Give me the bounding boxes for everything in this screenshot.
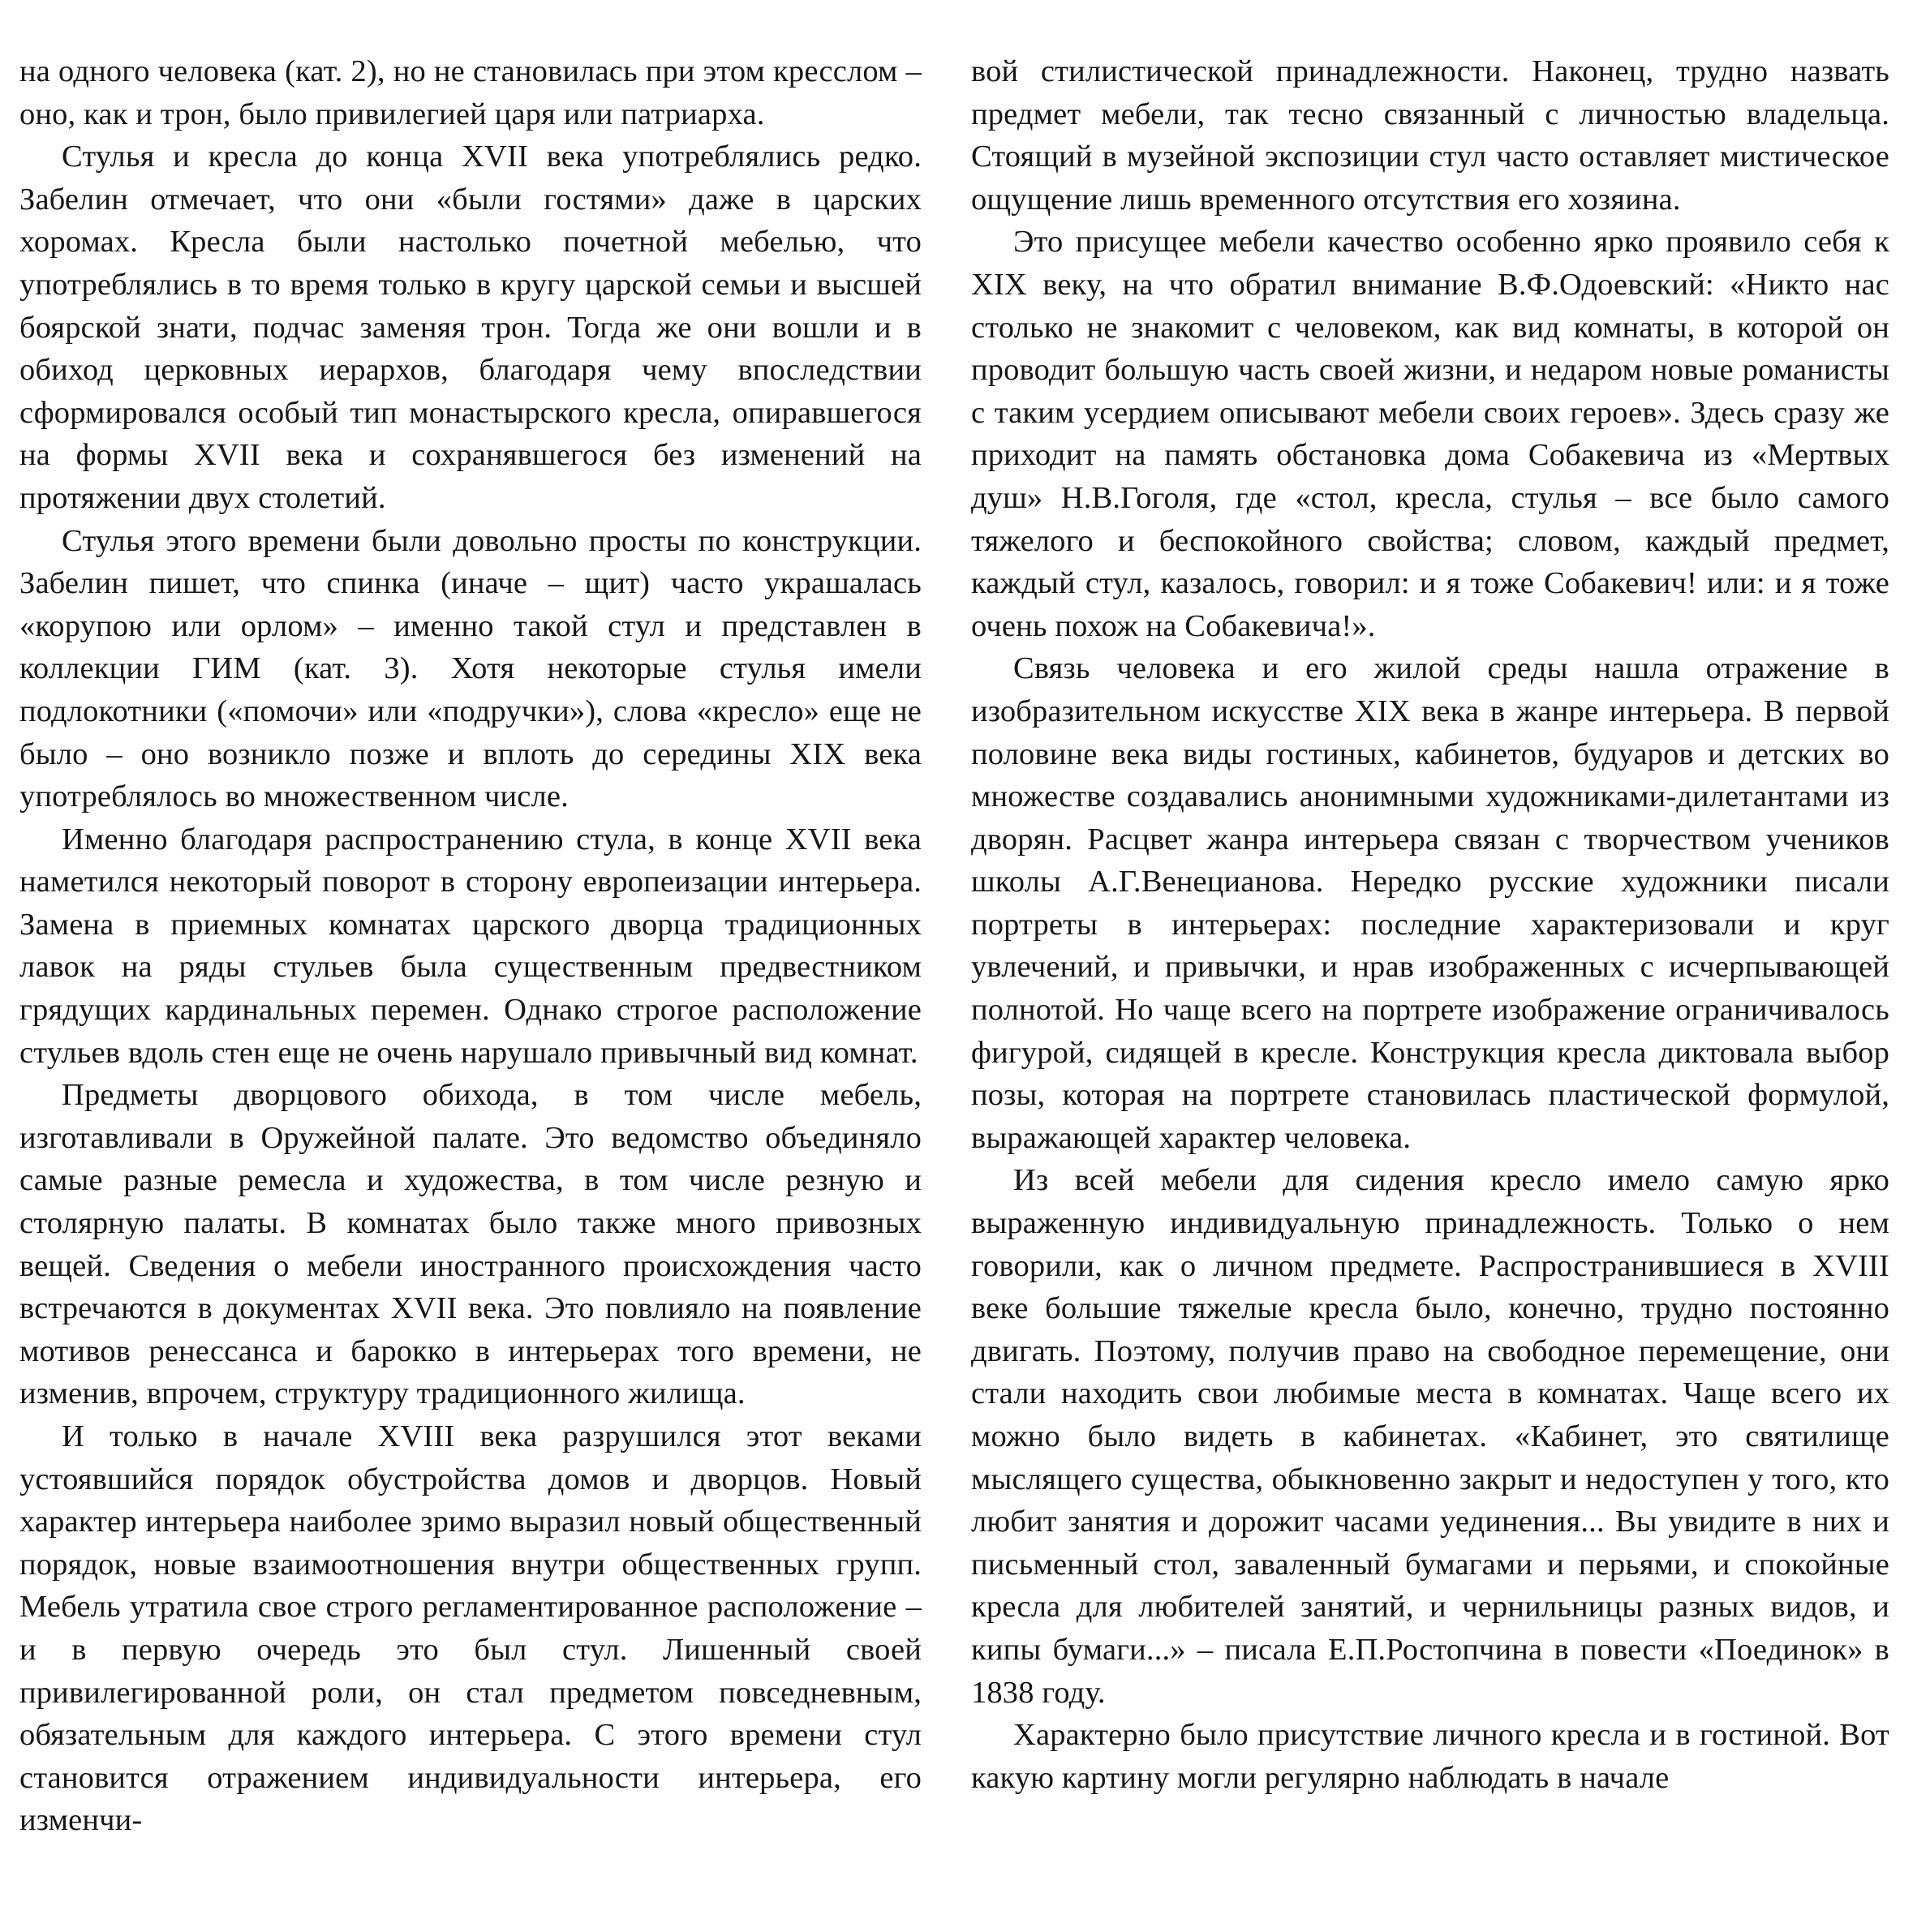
paragraph: Из всей мебели для сидения кресло имело самую ярко выраженную индивидуальную принадлежность. Только о нем говорили, как о личном предмете. Распространившиеся в XVIII веке большие тяжелые кресла было, конечно, трудно постоянно двигать. Поэтому, получив право на свободное перемещение, они стали находить свои любимые места в комнатах. Чаще всего их можно было видеть в кабинетах. «Кабинет, это святилище мыслящего существа, обыкновенно закрыт и недоступен у того, кто любит занятия и дорожит часами уединения... Вы увидите в них и письменный стол, заваленный бумагами и перьями, и спокойные кресла для любителей занятий, и чернильницы разных видов, и кипы бумаги...» – писала Е.П.Ростопчина в повести «Поединок» в 1838 году. bbox=[971, 1163, 1889, 1710]
left-text-column bbox=[19, 50, 922, 1842]
paragraph: Стулья и кресла до конца XVII века употреблялись редко. Забелин отмечает, что они «были гостями» даже в царских хоромах. Кресла были настолько почетной мебелью, что употреблялись в то время только в кругу царской семьи и высшей боярской знати, подчас заменяя трон. Тогда же они вошли и в обиход церковных иерархов, благодаря чему впоследствии сформировался особый тип монастырского кресла, опиравшегося на формы XVII века и сохранявшегося без изменений на протяжении двух столетий. bbox=[19, 140, 922, 515]
paragraph: Это присущее мебели качество особенно ярко проявило себя к XIX веку, на что обратил внимание В.Ф.Одоевский: «Никто нас столько не знакомит с человеком, как вид комнаты, в которой он проводит большую часть своей жизни, и недаром новые романисты с таким усердием описывают мебели своих героев». Здесь сразу же приходит на память обстановка дома Собакевича из «Мертвых душ» Н.В.Гоголя, где «стол, кресла, стулья – все было самого тяжелого и беспокойного свойства; словом, каждый предмет, каждый стул, казалось, говорил: и я тоже Собакевич! или: и я тоже очень похож на Собакевича!». bbox=[971, 225, 1889, 643]
paragraph: Предметы дворцового обихода, в том числе мебель, изготавливали в Оружейной палате. Это ведомство объединяло самые разные ремесла и художества, в том числе резную и столярную палаты. В комнатах было также много привозных вещей. Сведения о мебели иностранного происхождения часто встречаются в документах XVII века. Это повлияло на появление мотивов ренессанса и барокко в интерьерах того времени, не изменив, впрочем, структуру традиционного жилища. bbox=[19, 1078, 922, 1411]
paragraph: И только в начале XVIII века разрушился этот веками устоявшийся порядок обустройства домов и дворцов. Новый характер интерьера наиболее зримо выразил новый общественный порядок, новые взаимоотношения внутри общественных групп. Мебель утратила свое строго регламентированное расположение – и в первую очередь это был стул. Лишенный своей привилегированной роли, он стал предметом повседневным, обязательным для каждого интерьера. С этого времени стул становится отражением индивидуальности интерьера, его изменчи- bbox=[19, 1419, 922, 1838]
paragraph: вой стилистической принадлежности. Наконец, трудно назвать предмет мебели, так тесно связанный с личностью владельца. Стоящий в музейной экспозиции стул часто оставляет мистическое ощущение лишь временного отсутствия его хозяина. bbox=[971, 54, 1889, 217]
paragraph: Стулья этого времени были довольно просты по конструкции. Забелин пишет, что спинка (иначе – щит) часто украшалась «корупою или орлом» – именно такой стул и представлен в коллекции ГИМ (кат. 3). Хотя некоторые стулья имели подлокотники («помочи» или «подручки»), слова «кресло» еще не было – оно возникло позже и вплоть до середины XIX века употреблялось во множественном числе. bbox=[19, 523, 922, 814]
paragraph: Характерно было присутствие личного кресла и в гостиной. Вот какую картину могли регулярно наблюдать в начале bbox=[971, 1718, 1889, 1795]
paragraph: на одного человека (кат. 2), но не становилась при этом кресслом – оно, как и трон, было привилегией царя или патриарха. bbox=[19, 54, 922, 131]
right-text-column bbox=[971, 50, 1889, 1799]
paragraph: Именно благодаря распространению стула, в конце XVII века наметился некоторый поворот в сторону европеизации интерьера. Замена в приемных комнатах царского дворца традиционных лавок на ряды стульев была существенным предвестником грядущих кардинальных перемен. Однако строгое расположение стульев вдоль стен еще не очень нарушало привычный вид комнат. bbox=[19, 822, 922, 1070]
paragraph: Связь человека и его жилой среды нашла отражение в изобразительном искусстве XIX века в жанре интерьера. В первой половине века виды гостиных, кабинетов, будуаров и детских во множестве создавались анонимными художниками-дилетантами из дворян. Расцвет жанра интерьера связан с творчеством учеников школы А.Г.Венецианова. Нередко русские художники писали портреты в интерьерах: последние характеризовали и круг увлечений, и привычки, и нрав изображенных с исчерпывающей полнотой. Но чаще всего на портрете изображение ограничивалось фигурой, сидящей в кресле. Конструкция кресла диктовала выбор позы, которая на портрете становилась пластической формулой, выражающей характер человека. bbox=[971, 651, 1889, 1155]
